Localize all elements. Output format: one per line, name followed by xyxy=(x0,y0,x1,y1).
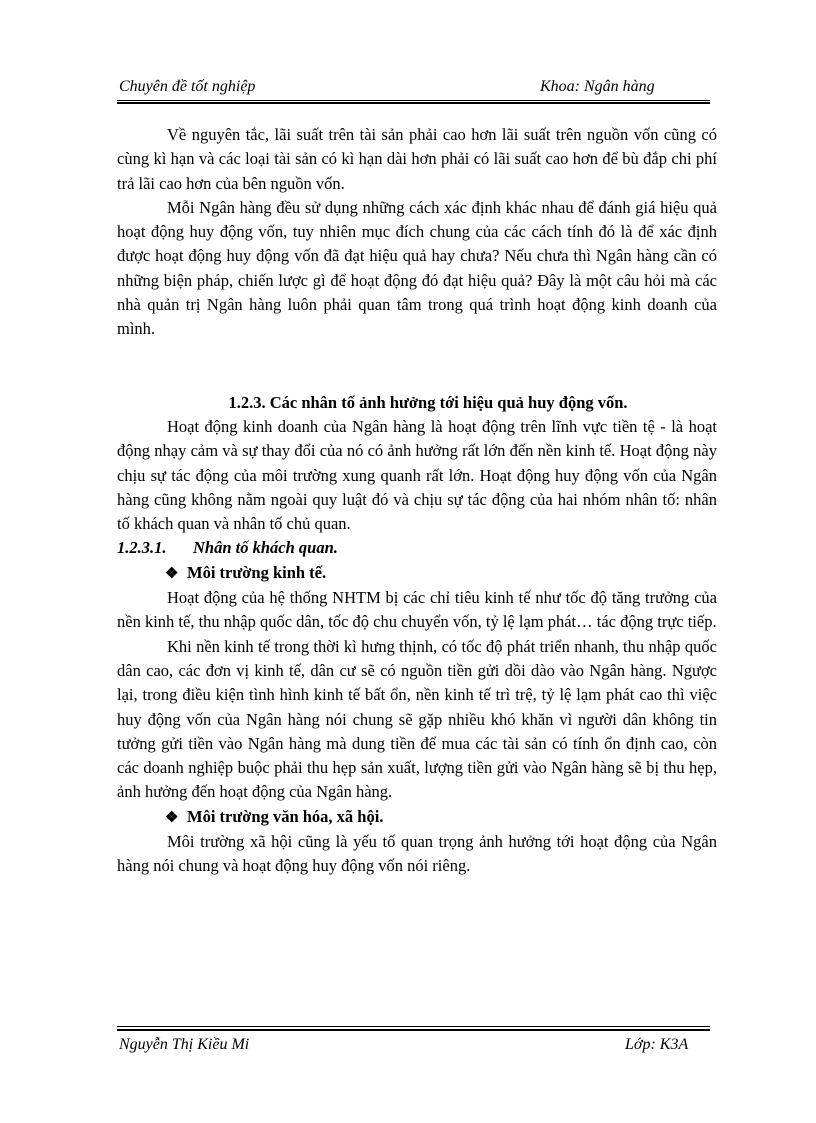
paragraph-factors-intro: Hoạt động kinh doanh của Ngân hàng là hoạt động trên lĩnh vực tiền tệ - là hoạt động nhạy cảm và sự thay đổi của nó có ảnh hưởng rất lớn đến nền kinh tế. Hoạt động này chịu sự tác động của môi trường xung quanh rất lớn. Hoạt động huy động vốn của Ngân hàng cũng không nằm ngoài quy luật đó và chịu sự tác động của hai nhóm nhân tố: nhân tố khách quan và nhân tố chủ quan. xyxy=(117,416,717,534)
header-rule-thick xyxy=(117,102,710,104)
subsection-number: 1.2.3.1. xyxy=(117,538,167,558)
footer-author: Nguyễn Thị Kiều Mi xyxy=(119,1036,250,1053)
spacer xyxy=(117,342,717,391)
subsection-title: Nhân tố khách quan. xyxy=(193,538,338,558)
bullet-heading-economic xyxy=(117,561,717,586)
paragraph-interest-principle: Về nguyên tắc, lãi suất trên tài sản phải cao hơn lãi suất trên nguồn vốn cũng có cùng kì hạn và các loại tài sản có kì hạn dài hơn phải có lãi suất cao hơn để bù đắp chi phí trả lãi cao hơn của bên nguồn vốn. xyxy=(117,125,717,193)
header-rule-thin xyxy=(117,100,710,101)
bullet-heading-social xyxy=(117,805,717,830)
bullet-heading-text: Môi trường kinh tế. xyxy=(187,562,327,582)
paragraph-social-environment: Môi trường xã hội cũng là yếu tố quan trọng ảnh hưởng tới hoạt động của Ngân hàng nói chung và hoạt động huy động vốn nói riêng. xyxy=(117,832,717,876)
footer-rule-thick xyxy=(117,1029,710,1031)
footer-rule-thin xyxy=(117,1026,710,1027)
header-right-faculty: Khoa: Ngân hàng xyxy=(540,78,655,95)
diamond-bullet-icon: ❖ xyxy=(165,565,179,582)
diamond-bullet-icon: ❖ xyxy=(165,809,179,826)
page-body xyxy=(117,123,717,879)
paragraph-economic-cycle: Khi nền kinh tế trong thời kì hưng thịnh, có tốc độ phát triển nhanh, thu nhập quốc dân cao, các đơn vị kinh tế, dân cư sẽ có nguồn tiền gửi dồi dào vào Ngân hàng. Ngược lại, trong điều kiện tình hình kinh tế bất ổn, nền kinh tế trì trệ, tỷ lệ lạm phát cao thì việc huy động vốn của Ngân hàng nói chung sẽ gặp nhiều khó khăn vì người dân không tin tưởng gửi tiền vào Ngân hàng mà dung tiền để mua các tài sản có tính ổn định cao, còn các doanh nghiệp buộc phải thu hẹp sản xuất, lượng tiền gửi vào Ngân hàng sẽ bị thu hẹp, ảnh hưởng đến hoạt động của Ngân hàng. xyxy=(117,636,717,802)
paragraph-efficiency-evaluation: Mỗi Ngân hàng đều sử dụng những cách xác định khác nhau để đánh giá hiệu quả hoạt động huy động vốn, tuy nhiên mục đích chung của các cách tính đó là để xác định được hoạt động huy động vốn đã đạt hiệu quả hay chưa? Nếu chưa thì Ngân hàng cần có những biện pháp, chiến lược gì để hoạt động đó đạt hiệu quả? Đây là một câu hỏi mà các nhà quản trị Ngân hàng luôn phải quan tâm trong quá trình hoạt động kinh doanh của mình. xyxy=(117,197,717,339)
header-left-title: Chuyên đề tốt nghiệp xyxy=(119,78,256,95)
section-heading-1-2-3: 1.2.3. Các nhân tố ảnh hưởng tới hiệu quả huy động vốn. xyxy=(228,392,628,412)
bullet-heading-text: Môi trường văn hóa, xã hội. xyxy=(187,806,384,826)
footer-class: Lớp: K3A xyxy=(625,1036,689,1053)
page-footer xyxy=(117,1036,710,1058)
paragraph-economic-indicators: Hoạt động của hệ thống NHTM bị các chỉ tiêu kinh tế như tốc độ tăng trưởng của nền kinh tế, thu nhập quốc dân, tốc độ chu chuyển vốn, tỷ lệ lạm phát… tác động trực tiếp. xyxy=(117,588,717,632)
page-header xyxy=(117,78,710,100)
subsection-heading-1-2-3-1 xyxy=(117,536,717,560)
